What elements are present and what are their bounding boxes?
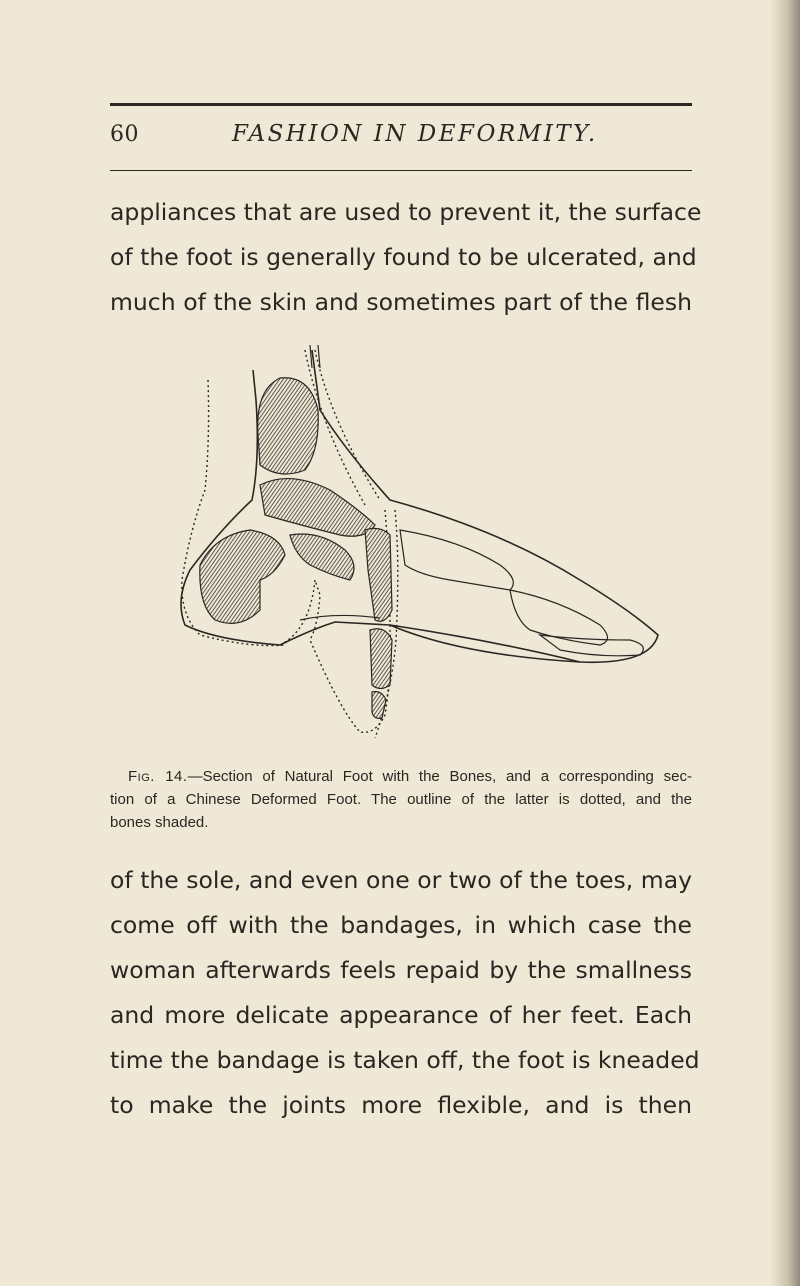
shaded-bones xyxy=(200,378,392,719)
text-line: to make the joints more flexible, and is then xyxy=(110,1091,692,1119)
bone-outlines-natural xyxy=(300,530,643,656)
figure-caption xyxy=(110,765,692,834)
body-paragraph-1 xyxy=(110,190,702,325)
text-line: of the foot is generally found to be ulcerated, and xyxy=(110,243,697,271)
caption-text: —Section of Natural Foot with the Bones, and a corresponding sec- xyxy=(187,768,692,785)
text-line: time the bandage is taken off, the foot is kneaded xyxy=(110,1046,700,1074)
text-line: and more delicate appearance of her feet. Each xyxy=(110,1001,692,1029)
page-number: 60 xyxy=(110,122,139,147)
caption-line-3: bones shaded. xyxy=(110,814,209,831)
text-line: appliances that are used to prevent it, the surface xyxy=(110,198,702,226)
text-line: come off with the bandages, in which case the xyxy=(110,911,692,939)
header-rule-bottom xyxy=(110,170,692,171)
page-edge-shadow xyxy=(770,0,800,1286)
header-rule-top xyxy=(110,103,692,106)
figure-label: Fig. 14. xyxy=(128,768,188,785)
text-line: woman afterwards feels repaid by the smallness xyxy=(110,956,692,984)
caption-line-1 xyxy=(110,765,692,788)
running-title: FASHION IN DEFORMITY. xyxy=(232,121,598,147)
body-paragraph-2 xyxy=(110,858,700,1128)
caption-line-2: tion of a Chinese Deformed Foot. The outline of the latter is dotted, and the xyxy=(110,791,692,808)
text-line: much of the skin and sometimes part of the flesh xyxy=(110,288,692,316)
foot-section-illustration xyxy=(160,340,670,755)
text-line: of the sole, and even one or two of the toes, may xyxy=(110,866,692,894)
